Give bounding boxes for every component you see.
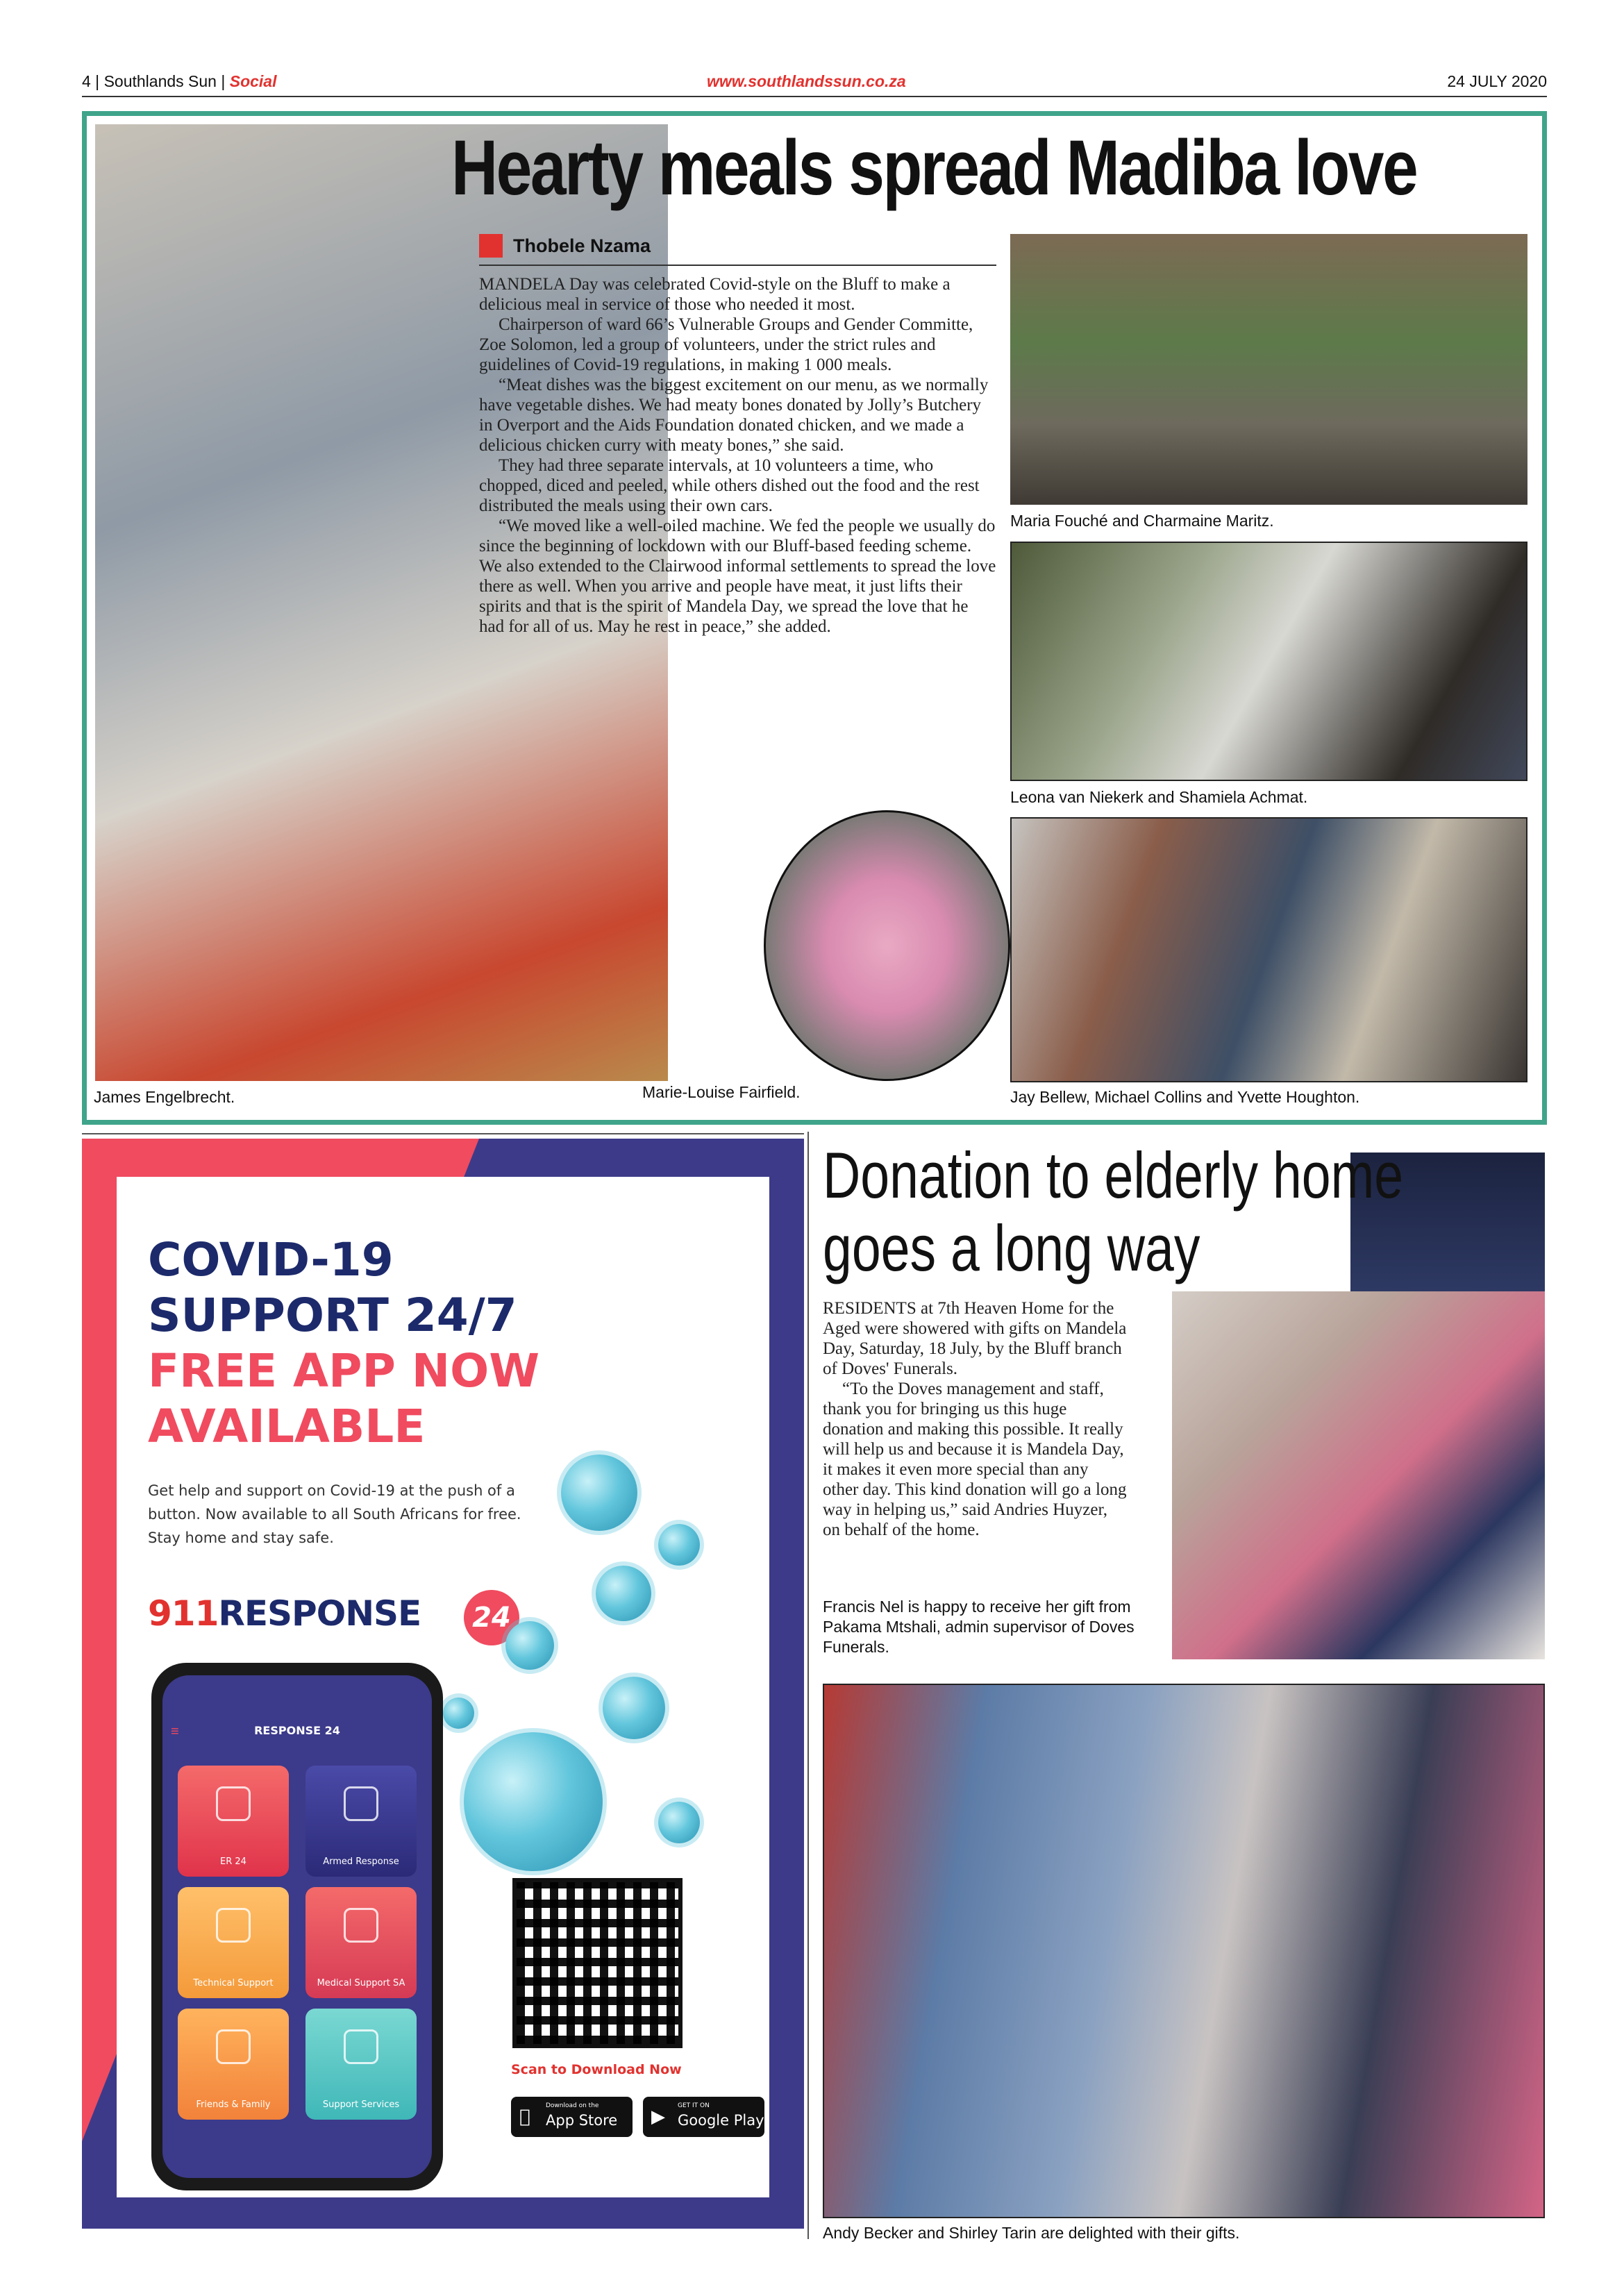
virus-icon <box>658 1524 700 1566</box>
caption-james: James Engelbrecht. <box>94 1088 235 1106</box>
photo-leona-shamiela <box>1010 542 1527 781</box>
issue-date: 24 JULY 2020 <box>1447 72 1547 90</box>
page-number: 4 <box>82 72 91 90</box>
photo-maria-charmaine <box>1010 234 1527 505</box>
byline: Thobele Nzama <box>513 235 651 256</box>
section-divider-horizontal <box>82 1133 804 1134</box>
story1-paragraph: They had three separate intervals, at 10 volunteers a time, who chopped, diced and peeled, while others dished out the food and the rest distributed the meals using their own cars. <box>479 456 980 515</box>
virus-icon <box>443 1698 474 1729</box>
story1-paragraph: Chairperson of ward 66’s Vulnerable Groups and Gender Committe, Zoe Solomon, led a group of volunteers, under the strict rules and guidelines of Covid-19 regulations, in making 1 000 meals. <box>479 315 973 374</box>
scan-label: Scan to Download Now <box>511 2062 682 2077</box>
app-tile-er24: ER 24 <box>178 1766 289 1877</box>
page-header <box>82 69 1547 94</box>
byline-rule <box>479 265 996 266</box>
caption-maria: Maria Fouché and Charmaine Maritz. <box>1010 512 1274 530</box>
phone-screen <box>162 1675 432 2178</box>
app-title: RESPONSE 24 <box>254 1724 340 1737</box>
phone-mockup <box>151 1663 443 2190</box>
brand-number: 911 <box>148 1593 219 1634</box>
virus-icon <box>596 1566 651 1621</box>
caption-andy: Andy Becker and Shirley Tarin are delighted with their gifts. <box>823 2224 1240 2242</box>
virus-icon <box>658 1802 700 1843</box>
brand-badge-icon: 24 <box>464 1590 519 1645</box>
play-icon: ▶ <box>651 2106 665 2127</box>
google-play-button[interactable]: ▶ GET IT ON Google Play <box>643 2097 764 2137</box>
app-tile-technical-support: Technical Support <box>178 1887 289 1998</box>
virus-icon <box>464 1732 603 1871</box>
app-tile-support-services: Support Services <box>305 2009 417 2120</box>
header-rule <box>82 96 1547 97</box>
story1-paragraph: “We moved like a well-oiled machine. We fed the people we usually do since the beginning of lockdown with our Bluff-based feeding scheme. We also extended to the Clairwood informal settlements to spread the love there as well. When you arrive and people have meat, it just lifts their spirits and that is the spirit of Mandela Day, we spread the love that he had for all of us. May he rest in peace,” she added. <box>479 517 996 636</box>
photo-francis-nel <box>1172 1291 1545 1659</box>
story2-paragraph: RESIDENTS at 7th Heaven Home for the Aged were showered with gifts on Mandela Day, Saturday, 18 July, by the Bluff branch of Doves' Funerals. <box>823 1299 1127 1378</box>
story1-paragraph: “Meat dishes was the biggest excitement on our menu, as we normally have vegetable dishes. We had meaty bones donated by Jolly’s Butchery in Overport and the Aids Foundation donated chicken, and we made a delicious chicken curry with meaty bones,” she said. <box>479 376 989 455</box>
app-tile-armed-response: Armed Response <box>305 1766 417 1877</box>
ambulance-icon <box>216 1786 251 1821</box>
headline-donation <box>823 1139 1404 1284</box>
header-left: 4 | Southlands Sun | Social <box>82 72 277 90</box>
family-icon <box>216 2029 251 2064</box>
photo-marie-louise <box>764 810 1010 1081</box>
qr-code-icon[interactable] <box>512 1878 683 2048</box>
byline-marker-icon <box>479 234 503 258</box>
caption-jay: Jay Bellew, Michael Collins and Yvette Houghton. <box>1010 1088 1360 1106</box>
website-url[interactable]: www.southlandssun.co.za <box>707 72 906 90</box>
ad-brand-logo <box>148 1593 421 1634</box>
story2-paragraph: “To the Doves management and staff, thank you for bringing us this huge donation and making this possible. It really will help us and because it is Mandela Day, it makes it even more special than any other day. This kind donation will go a long way in helping us,” said Andries Huyzer, on behalf of the home. <box>823 1380 1127 1539</box>
story1-paragraph: MANDELA Day was celebrated Covid-style on the Bluff to make a delicious meal in service of those who needed it most. <box>479 275 951 314</box>
virus-icon <box>505 1621 554 1670</box>
story-madiba-meals <box>82 111 1547 1125</box>
headline-line-1: Donation to elderly home <box>823 1139 1404 1212</box>
ad-card <box>117 1177 769 2197</box>
gear-icon <box>216 1908 251 1943</box>
brand-word: RESPONSE <box>218 1593 421 1634</box>
hands-icon <box>344 2029 378 2064</box>
caption-marie: Marie-Louise Fairfield. <box>642 1083 801 1101</box>
paper-name: Southlands Sun <box>103 72 217 90</box>
headline-madiba: Hearty meals spread Madiba love <box>451 124 1417 211</box>
caption-leona: Leona van Niekerk and Shamiela Achmat. <box>1010 788 1308 806</box>
ad-line-1: COVID-19 <box>148 1233 394 1287</box>
virus-icon <box>561 1455 637 1531</box>
app-store-button[interactable]: Download on the App Store <box>511 2097 633 2137</box>
menu-icon: ≡ <box>171 1724 179 1739</box>
caption-francis: Francis Nel is happy to receive her gift from Pakama Mtshali, admin supervisor of Doves Funerals. <box>823 1598 1135 1656</box>
photo-jay-michael-yvette <box>1010 817 1527 1082</box>
ad-body-text: Get help and support on Covid-19 at the push of a button. Now available to all South Africans for free. Stay home and stay safe. <box>148 1482 521 1546</box>
ad-heading-coral <box>148 1343 539 1455</box>
app-tile-friends-family: Friends & Family <box>178 2009 289 2120</box>
medical-icon <box>344 1908 378 1943</box>
section-name: Social <box>229 72 277 90</box>
story1-body <box>479 274 996 637</box>
virus-icon <box>603 1677 665 1739</box>
story2-body <box>823 1298 1128 1540</box>
apple-icon <box>519 2106 530 2127</box>
ad-line-3: FREE APP NOW <box>148 1344 539 1398</box>
ad-line-4: AVAILABLE <box>148 1400 426 1453</box>
section-divider-vertical <box>807 1132 809 2239</box>
ad-heading-navy <box>148 1232 517 1343</box>
photo-andy-shirley <box>823 1684 1545 2218</box>
app-tile-medical-support: Medical Support SA <box>305 1887 417 1998</box>
shield-icon <box>344 1786 378 1821</box>
ad-line-2: SUPPORT 24/7 <box>148 1289 517 1342</box>
headline-line-2: goes a long way <box>823 1212 1200 1284</box>
covid-app-advert <box>82 1139 804 2229</box>
